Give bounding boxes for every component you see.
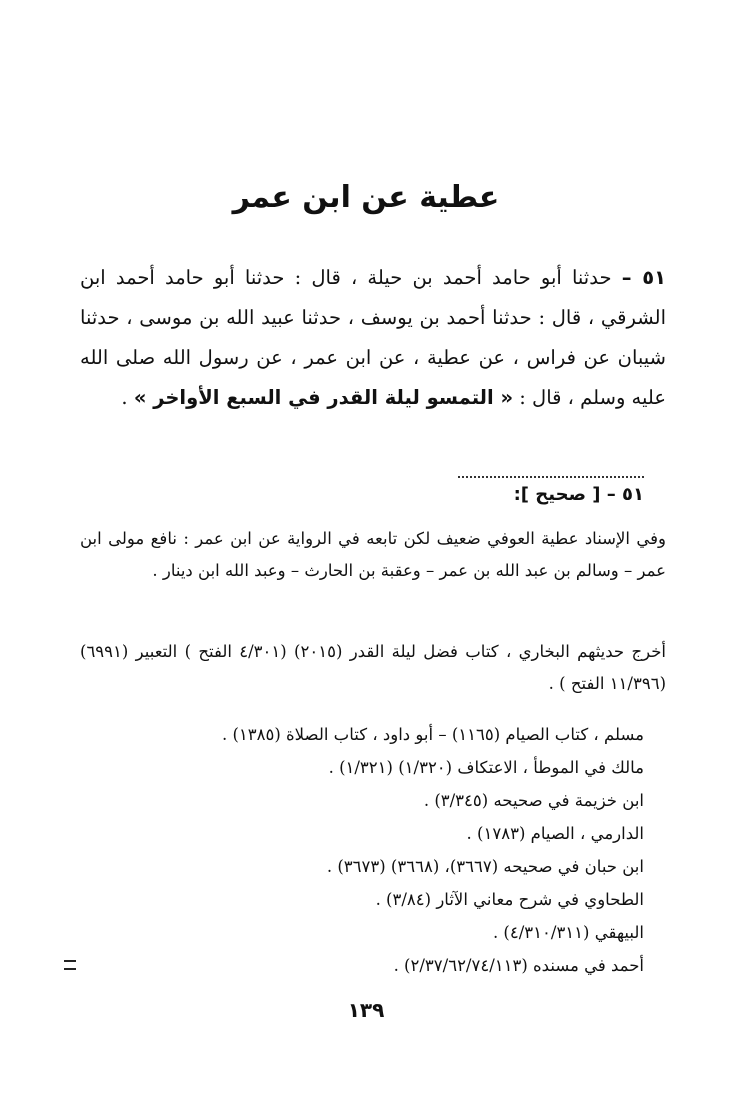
reference-line: ابن خزيمة في صحيحه (٣/٣٤٥) . (423, 791, 644, 810)
reference-line: الدارمي ، الصيام (١٧٨٣) . (466, 824, 644, 843)
reference-line: أحمد في مسنده (٢/٣٧/٦٢/٧٤/١١٣) . (393, 956, 644, 975)
footnote-paragraph-2: أخرج حديثهم البخاري ، كتاب فضل ليلة القدر (٢٠١٥) (٤/٣٠١ الفتح ) التعبير (٦٩٩١) (١١/٣٩٦ الفتح ) . (80, 642, 666, 693)
reference-line: مالك في الموطأ ، الاعتكاف (١/٣٢٠) (١/٣٢١) . (328, 758, 644, 777)
footnote-heading: ٥١ – [ صحيح ]: (513, 484, 644, 505)
page-number: ١٣٩ (347, 998, 385, 1022)
reference-line: الطحاوي في شرح معاني الآثار (٣/٨٤) . (375, 890, 644, 909)
margin-mark (64, 960, 76, 970)
reference-line: مسلم ، كتاب الصيام (١١٦٥) – أبو داود ، كتاب الصلاة (١٣٨٥) . (221, 725, 644, 744)
hadith-number: ٥١ – (621, 266, 667, 289)
footnote-separator (458, 476, 644, 478)
reference-list (74, 718, 644, 982)
hadith-end: . (121, 386, 128, 409)
reference-line: ابن حبان في صحيحه (٣٦٦٧)، (٣٦٦٨) (٣٦٧٣) . (326, 857, 644, 876)
footnote-paragraph-1: وفي الإسناد عطية العوفي ضعيف لكن تابعه في الرواية عن ابن عمر : نافع مولى ابن عمر – وسالم بن عبد الله بن عمر – وعقبة بن الحارث – وعبد الله ابن دينار . (80, 529, 666, 580)
reference-line: البيهقي (٤/٣١٠/٣١١) . (492, 923, 644, 942)
hadith-quote: « التمسو ليلة القدر في السبع الأواخر » (133, 386, 514, 409)
hadith-chain-text: حدثنا أبو حامد أحمد بن حيلة ، قال : حدثنا أبو حامد أحمد ابن الشرقي ، قال : حدثنا أحمد بن يوسف ، حدثنا عبيد الله بن موسى ، حدثنا شيبان عن فراس ، عن عطية ، عن ابن عمر ، عن رسول الله صلى الله عليه وسلم ، قال : (80, 266, 666, 409)
page-title: عطية عن ابن عمر (232, 180, 500, 215)
hadith-text-block (80, 258, 666, 418)
